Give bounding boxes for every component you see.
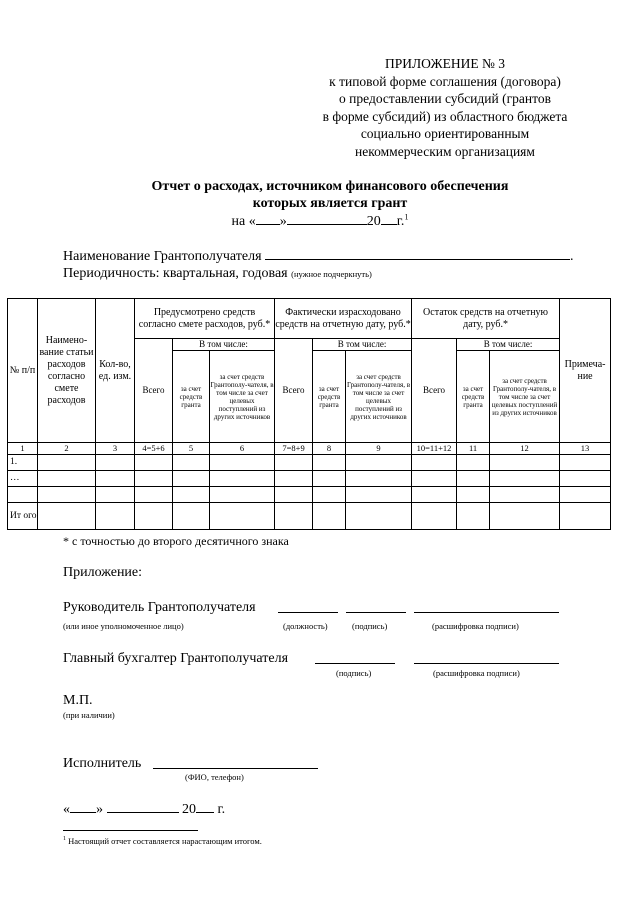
row-label: … xyxy=(8,471,38,487)
bottom-year-blank[interactable] xyxy=(196,800,214,813)
periodicity-hint: (нужное подчеркнуть) xyxy=(291,269,372,279)
column-number: 11 xyxy=(457,443,490,455)
executor-caption: (ФИО, телефон) xyxy=(185,772,244,782)
column-number: 1 xyxy=(8,443,38,455)
table-cell[interactable] xyxy=(490,455,560,471)
table-cell[interactable] xyxy=(173,503,210,530)
head-signature-blank[interactable] xyxy=(346,600,406,613)
periodicity-line xyxy=(63,266,372,282)
col-header-grant: за счет средств гранта xyxy=(173,351,210,443)
head-line xyxy=(63,600,256,616)
footnote-divider xyxy=(63,830,198,831)
bottom-day-blank[interactable] xyxy=(70,800,96,813)
table-cell[interactable] xyxy=(412,487,457,503)
appendix-line: ПРИЛОЖЕНИЕ № 3 xyxy=(384,56,506,71)
table-cell[interactable] xyxy=(96,503,135,530)
attachment-label: Приложение: xyxy=(63,565,143,580)
bottom-month-blank[interactable] xyxy=(107,800,179,813)
executor-blank[interactable] xyxy=(153,756,318,769)
bottom-date-year: 20 xyxy=(182,802,196,817)
table-cell[interactable] xyxy=(173,487,210,503)
col-header-incl: В том числе: xyxy=(313,339,412,351)
col-header-other: за счет средств Грантополу-чателя, в том числе за счет целевых поступлений из других источников xyxy=(210,351,275,443)
head-signature-caption: (подпись) xyxy=(352,621,388,631)
column-number: 7=8+9 xyxy=(275,443,313,455)
report-date-line xyxy=(0,212,640,230)
footnote-mark: 1 xyxy=(63,836,66,843)
appendix-line: некоммерческим организациям xyxy=(355,143,535,159)
table-cell[interactable] xyxy=(96,455,135,471)
total-label: Ит ого xyxy=(8,503,38,530)
accountant-decoding-caption: (расшифровка подписи) xyxy=(433,668,520,678)
date-suffix: г. xyxy=(396,214,405,229)
row-label: 1. xyxy=(8,455,38,471)
report-title-line1: Отчет о расходах, источником финансового обеспечения xyxy=(151,179,509,194)
col-header-grant: за счет средств гранта xyxy=(313,351,346,443)
col-header-incl: В том числе: xyxy=(173,339,275,351)
table-cell[interactable] xyxy=(135,471,173,487)
stamp-label: М.П. xyxy=(63,693,93,708)
table-cell[interactable] xyxy=(135,487,173,503)
col-header-qty: Кол-во, ед. изм. xyxy=(96,299,135,443)
table-cell[interactable] xyxy=(313,455,346,471)
table-cell[interactable] xyxy=(490,487,560,503)
table-cell[interactable] xyxy=(412,455,457,471)
table-row xyxy=(8,455,611,471)
table-cell[interactable] xyxy=(346,503,412,530)
table-cell[interactable] xyxy=(346,487,412,503)
table-cell[interactable] xyxy=(38,471,96,487)
head-decoding-caption: (расшифровка подписи) xyxy=(432,621,519,631)
table-cell[interactable] xyxy=(210,503,275,530)
stamp-caption: (при наличии) xyxy=(63,710,115,720)
table-row xyxy=(8,471,611,487)
accountant-signature-blank[interactable] xyxy=(315,651,395,664)
month-blank[interactable] xyxy=(287,212,367,225)
table-cell[interactable] xyxy=(560,487,611,503)
column-number: 3 xyxy=(96,443,135,455)
table-cell[interactable] xyxy=(210,487,275,503)
head-decoding-blank[interactable] xyxy=(414,600,559,613)
col-header-total: Всего xyxy=(412,339,457,443)
table-cell[interactable] xyxy=(96,487,135,503)
table-cell[interactable] xyxy=(412,503,457,530)
table-cell[interactable] xyxy=(275,503,313,530)
report-table xyxy=(7,298,611,530)
executor-label: Исполнитель xyxy=(63,756,142,771)
col-header-planned: Предусмотрено средств согласно смете расходов, руб.* xyxy=(135,299,275,339)
bottom-date-mid: » xyxy=(96,802,103,817)
footnote-mark: 1 xyxy=(404,212,409,222)
table-cell[interactable] xyxy=(313,471,346,487)
table-cell[interactable] xyxy=(96,471,135,487)
table-cell[interactable] xyxy=(560,503,611,530)
col-header-num: № п/п xyxy=(8,299,38,443)
column-number: 13 xyxy=(560,443,611,455)
column-number: 9 xyxy=(346,443,412,455)
table-cell[interactable] xyxy=(412,471,457,487)
col-header-spent: Фактически израсходовано средств на отчетную дату, руб.* xyxy=(275,299,412,339)
date-year: 20 xyxy=(366,214,381,229)
recipient-label: Наименование Грантополучателя xyxy=(63,249,262,264)
table-cell[interactable] xyxy=(173,455,210,471)
table-cell[interactable] xyxy=(135,455,173,471)
footnote-text: Настоящий отчет составляется нарастающим итогом. xyxy=(68,836,262,846)
column-number: 4=5+6 xyxy=(135,443,173,455)
table-cell[interactable] xyxy=(173,471,210,487)
day-blank[interactable] xyxy=(256,212,280,225)
table-cell[interactable] xyxy=(490,471,560,487)
table-cell[interactable] xyxy=(38,503,96,530)
periodicity-label: Периодичность: квартальная, годовая xyxy=(63,266,288,281)
table-cell[interactable] xyxy=(38,455,96,471)
table-cell[interactable] xyxy=(490,503,560,530)
table-cell[interactable] xyxy=(346,471,412,487)
date-prefix: на « xyxy=(231,214,256,229)
appendix-header xyxy=(300,55,590,160)
col-header-total: Всего xyxy=(135,339,173,443)
column-number: 12 xyxy=(490,443,560,455)
accountant-label: Главный бухгалтер Грантополучателя xyxy=(63,651,289,666)
table-cell[interactable] xyxy=(313,503,346,530)
head-position-blank[interactable] xyxy=(278,600,338,613)
appendix-line: в форме субсидий) из областного бюджета xyxy=(322,108,568,124)
table-cell[interactable] xyxy=(560,455,611,471)
column-number: 6 xyxy=(210,443,275,455)
col-header-other: за счет средств Грантополу-чателя, в том числе за счет целевых поступлений из других источников xyxy=(346,351,412,443)
recipient-blank[interactable] xyxy=(265,247,570,260)
table-cell[interactable] xyxy=(135,503,173,530)
table-cell[interactable] xyxy=(346,455,412,471)
accountant-line xyxy=(63,651,288,667)
column-number: 10=11+12 xyxy=(412,443,457,455)
table-cell[interactable] xyxy=(560,471,611,487)
table-cell[interactable] xyxy=(275,487,313,503)
col-header-name: Наимено-вание статьи расходов согласно смете расходов xyxy=(38,299,96,443)
bottom-date-line xyxy=(63,800,225,818)
col-header-grant: за счет средств гранта xyxy=(457,351,490,443)
footnote xyxy=(63,836,262,846)
table-cell[interactable] xyxy=(457,487,490,503)
column-number: 8 xyxy=(313,443,346,455)
table-cell[interactable] xyxy=(457,471,490,487)
col-header-incl: В том числе: xyxy=(457,339,560,351)
head-position-caption: (должность) xyxy=(283,621,328,631)
bottom-date-suffix: г. xyxy=(217,802,226,817)
column-numbers-row xyxy=(8,443,611,455)
table-cell[interactable] xyxy=(210,471,275,487)
report-title-line2: которых является грант xyxy=(252,196,408,211)
head-label: Руководитель Грантополучателя xyxy=(63,600,256,615)
date-mid: » xyxy=(279,214,287,229)
head-sub-caption: (или иное уполномоченное лицо) xyxy=(63,621,184,631)
col-header-balance: Остаток средств на отчетную дату, руб.* xyxy=(412,299,560,339)
accountant-signature-caption: (подпись) xyxy=(336,668,372,678)
appendix-line: о предоставлении субсидий (грантов xyxy=(339,91,551,106)
bottom-date-prefix: « xyxy=(63,802,70,817)
table-cell[interactable] xyxy=(210,455,275,471)
column-number: 5 xyxy=(173,443,210,455)
table-cell[interactable] xyxy=(457,503,490,530)
appendix-line: к типовой форме соглашения (договора) xyxy=(329,73,561,89)
table-cell[interactable] xyxy=(38,487,96,503)
recipient-end: . xyxy=(570,249,574,264)
table-cell[interactable] xyxy=(275,455,313,471)
report-title xyxy=(60,178,600,212)
total-row xyxy=(8,503,611,530)
precision-note: * с точностью до второго десятичного знака xyxy=(63,534,289,548)
appendix-line: социально ориентированным xyxy=(360,126,530,141)
table-cell[interactable] xyxy=(275,471,313,487)
col-header-other: за счет средств Грантополу-чателя, в том числе за счет целевых поступлений из других источников xyxy=(490,351,560,443)
col-header-total: Всего xyxy=(275,339,313,443)
table-row xyxy=(8,487,611,503)
accountant-decoding-blank[interactable] xyxy=(414,651,559,664)
table-cell[interactable] xyxy=(313,487,346,503)
col-header-note: Примеча-ние xyxy=(560,299,611,443)
year-blank[interactable] xyxy=(381,212,397,225)
column-number: 2 xyxy=(38,443,96,455)
table-cell[interactable] xyxy=(457,455,490,471)
recipient-line xyxy=(63,247,574,265)
row-label xyxy=(8,487,38,503)
